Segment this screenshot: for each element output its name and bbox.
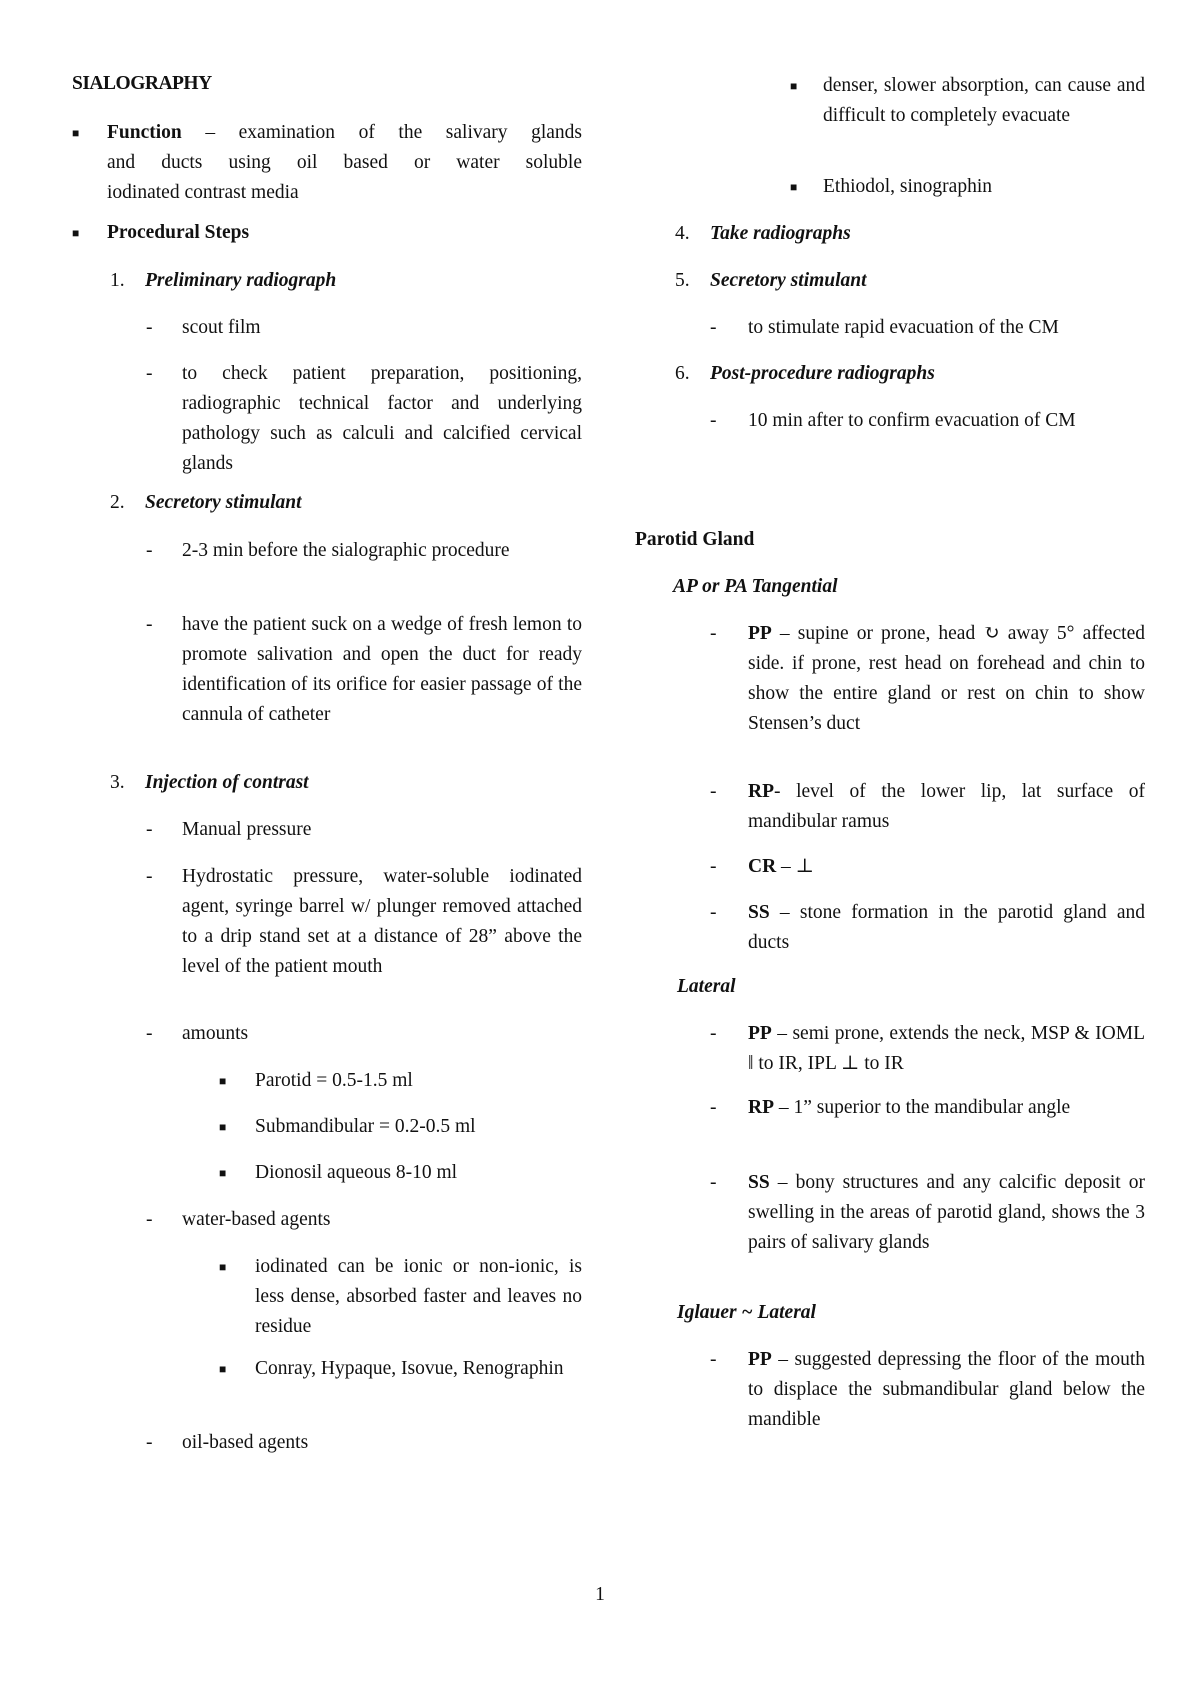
step-title: Preliminary radiograph (145, 270, 337, 291)
dash-bullet: - (146, 540, 153, 561)
item-text: Submandibular = 0.2-0.5 ml (255, 1116, 476, 1137)
dash-bullet: - (710, 623, 717, 644)
ss-text: – stone formation in the parotid gland and ducts (748, 902, 1145, 953)
item-text: Manual pressure (182, 819, 312, 840)
step-number: 6. (675, 363, 690, 384)
dash-bullet: - (710, 410, 717, 431)
dash-bullet: - (710, 317, 717, 338)
ap-pa-tangential-heading: AP or PA Tangential (673, 576, 838, 597)
dash-bullet: - (710, 1349, 717, 1370)
dash-bullet: - (146, 1209, 153, 1230)
item-text: Ethiodol, sinographin (823, 176, 992, 197)
step-number: 3. (110, 772, 125, 793)
square-bullet-icon: ■ (790, 180, 798, 194)
ss-label: SS (748, 902, 770, 923)
item-text (748, 777, 1145, 837)
pp-text: – suggested depressing the floor of the mouth to displace the submandibular gland below the mandible (748, 1349, 1145, 1430)
square-bullet-icon: ■ (219, 1120, 227, 1134)
step-number: 1. (110, 270, 125, 291)
item-text: Parotid = 0.5-1.5 ml (255, 1070, 413, 1091)
item-text: Hydrostatic pressure, water-soluble iodinated agent, syringe barrel w/ plunger removed attached to a drip stand set at a distance of 28” above the level of the patient mouth (182, 866, 582, 977)
rp-label: RP (748, 781, 774, 802)
ss-label: SS (748, 1172, 770, 1193)
procedural-steps-heading: Procedural Steps (107, 222, 250, 243)
item-text (748, 1019, 1145, 1079)
dash-bullet: - (710, 1097, 717, 1118)
item-text: denser, slower absorption, can cause and difficult to completely evacuate (823, 75, 1145, 126)
pp-text: – semi prone, extends the neck, MSP & IOML ǁ to IR, IPL ⊥ to IR (748, 1023, 1145, 1074)
step-number: 5. (675, 270, 690, 291)
dash-bullet: - (710, 902, 717, 923)
item-text: Dionosil aqueous 8-10 ml (255, 1162, 458, 1183)
function-text (107, 118, 582, 208)
parotid-gland-heading: Parotid Gland (635, 529, 755, 550)
square-bullet-icon: ■ (219, 1074, 227, 1088)
dash-bullet: - (710, 781, 717, 802)
dash-bullet: - (146, 317, 153, 338)
item-text: to stimulate rapid evacuation of the CM (748, 317, 1059, 338)
dash-bullet: - (146, 1023, 153, 1044)
square-bullet-icon: ■ (219, 1260, 227, 1274)
rp-text: - level of the lower lip, lat surface of mandibular ramus (748, 781, 1145, 832)
dash-bullet: - (146, 1432, 153, 1453)
square-bullet-icon: ■ (219, 1362, 227, 1376)
document-title: SIALOGRAPHY (72, 73, 212, 94)
pp-label: PP (748, 1349, 772, 1370)
lateral-heading: Lateral (677, 976, 736, 997)
function-line-3: iodinated contrast media (107, 182, 299, 203)
dash-bullet: - (146, 866, 153, 887)
pp-label: PP (748, 623, 772, 644)
step-number: 4. (675, 223, 690, 244)
dash-bullet: - (710, 1023, 717, 1044)
item-text: 10 min after to confirm evacuation of CM (748, 410, 1076, 431)
rp-label: RP (748, 1097, 774, 1118)
dash-bullet: - (146, 819, 153, 840)
ss-text: – bony structures and any calcific deposit or swelling in the areas of parotid gland, shows the 3 pairs of salivary glands (748, 1172, 1145, 1253)
item-text: oil-based agents (182, 1432, 309, 1453)
cr-label: CR (748, 856, 777, 877)
step-title: Take radiographs (710, 223, 851, 244)
item-text: Conray, Hypaque, Isovue, Renographin (255, 1358, 564, 1379)
item-text (748, 898, 1145, 958)
item-text: have the patient suck on a wedge of fresh lemon to promote salivation and open the duct for ready identification of its orifice for easier passage of the cannula of catheter (182, 614, 582, 725)
item-text (748, 619, 1145, 739)
step-title: Secretory stimulant (710, 270, 867, 291)
step-title: Secretory stimulant (145, 492, 302, 513)
item-text: iodinated can be ionic or non-ionic, is less dense, absorbed faster and leaves no residue (255, 1256, 582, 1337)
dash-bullet: - (710, 856, 717, 877)
dash-bullet: - (710, 1172, 717, 1193)
page-number: 1 (595, 1584, 605, 1605)
item-text (748, 852, 1145, 882)
rp-text: – 1” superior to the mandibular angle (774, 1097, 1071, 1118)
iglauer-lateral-heading: Iglauer ~ Lateral (677, 1302, 816, 1323)
step-number: 2. (110, 492, 125, 513)
item-text: to check patient preparation, positioning, radiographic technical factor and underlying pathology such as calculi and calcified cervical glands (182, 363, 582, 474)
square-bullet-icon: ■ (219, 1166, 227, 1180)
function-line-2: and ducts using oil based or water soluble (107, 152, 582, 173)
square-bullet-icon: ■ (72, 126, 80, 140)
item-text (748, 1168, 1145, 1258)
function-line-1: – examination of the salivary glands (181, 122, 582, 143)
square-bullet-icon: ■ (72, 226, 80, 240)
function-label: Function (107, 122, 182, 143)
item-text: scout film (182, 317, 261, 338)
item-text: 2-3 min before the sialographic procedure (182, 540, 510, 561)
pp-text: – supine or prone, head ↻ away 5° affected side. if prone, rest head on forehead and chin to show the entire gland or rest on chin to show Stensen’s duct (748, 623, 1145, 734)
pp-label: PP (748, 1023, 772, 1044)
square-bullet-icon: ■ (790, 79, 798, 93)
cr-text: – ⊥ (776, 856, 815, 877)
dash-bullet: - (146, 363, 153, 384)
step-title: Injection of contrast (145, 772, 309, 793)
item-text (748, 1093, 1145, 1123)
step-title: Post-procedure radiographs (710, 363, 935, 384)
item-text: water-based agents (182, 1209, 331, 1230)
item-text (748, 1345, 1145, 1435)
item-text: amounts (182, 1023, 249, 1044)
dash-bullet: - (146, 614, 153, 635)
